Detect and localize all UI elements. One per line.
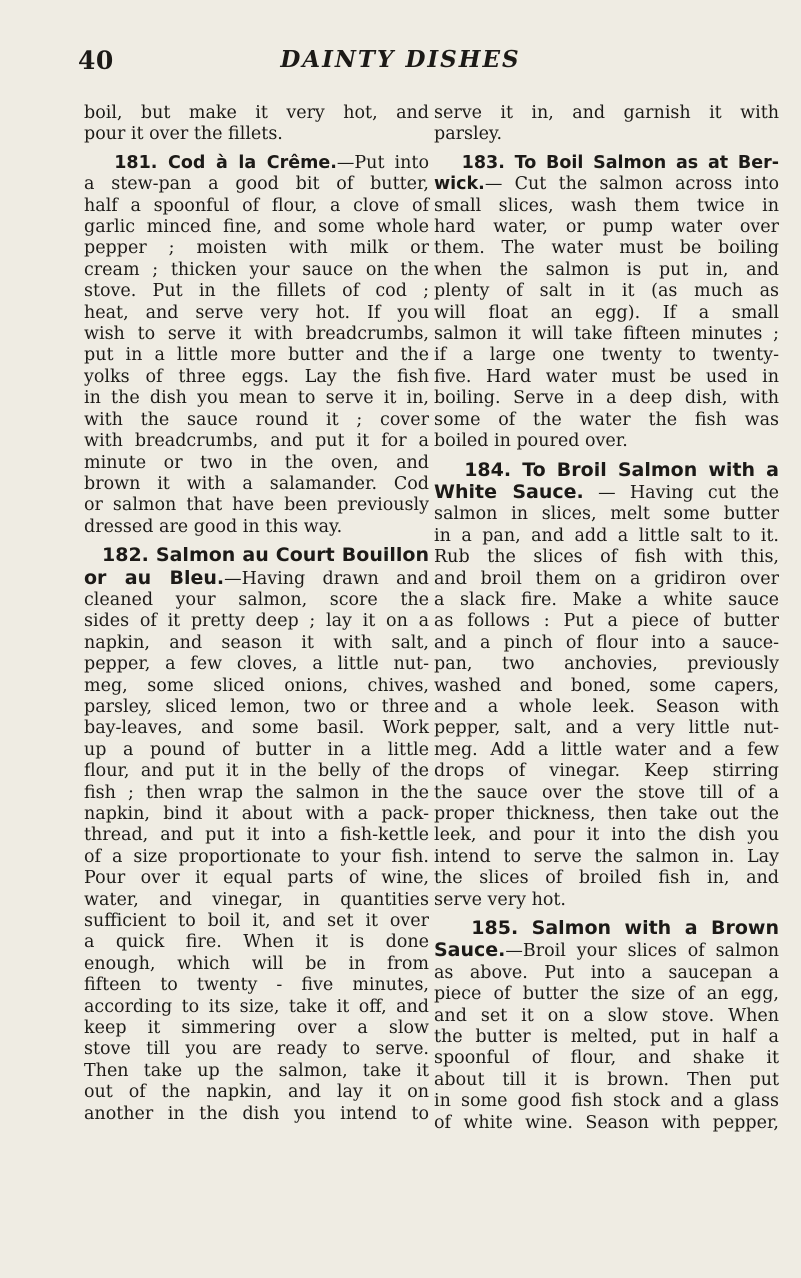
text-line: flour, and put it in the belly of the — [84, 761, 429, 782]
page-header — [0, 46, 801, 86]
text-line: boiling. Serve in a deep dish, with — [434, 388, 779, 409]
text-line: salmon in slices, melt some butter — [434, 504, 779, 525]
recipe-181-heading: 181. Cod à la Crême. — [114, 152, 337, 173]
text-line: sufficient to boil it, and set it over — [84, 911, 429, 932]
text-line: pepper, salt, and a very little nut- — [434, 718, 779, 739]
text-line: Then take up the salmon, take it — [84, 1060, 429, 1081]
recipe-185-heading-line — [434, 918, 779, 940]
text-line: them. The water must be boiling — [434, 238, 779, 259]
text-line: sides of it pretty deep ; lay it on a — [84, 611, 429, 632]
running-head: DAINTY DISHES — [280, 46, 521, 73]
text-line: napkin, bind it about with a pack- — [84, 804, 429, 824]
recipe-182-heading: 182. Salmon au Court Bouillon — [102, 544, 429, 567]
text-line: fifteen to twenty - five minutes, — [84, 975, 429, 996]
text-line: the sauce over the stove till of a — [434, 782, 779, 803]
recipe-182-body — [84, 590, 429, 1125]
text-line: parsley. — [434, 124, 503, 145]
text-line: another in the dish you intend to — [84, 1103, 429, 1124]
text-line: five. Hard water must be used in — [434, 366, 779, 387]
text-line: proper thickness, then take out the — [434, 804, 779, 824]
text-line: garlic minced fine, and some whole — [84, 217, 429, 238]
text-line: up a pound of butter in a little — [84, 739, 429, 760]
text-line: or salmon that have been previously — [84, 495, 429, 516]
text-line: of white wine. Season with pepper, — [434, 1112, 779, 1133]
text-line: when the salmon is put in, and — [434, 259, 779, 280]
recipe-183-heading-line — [434, 153, 779, 174]
text-line: stove. Put in the fillets of cod ; — [84, 281, 429, 302]
text-line: serve very hot. — [434, 889, 566, 910]
text-line: as follows : Put a piece of butter — [434, 611, 779, 632]
text-line: cream ; thicken your sauce on the — [84, 259, 429, 280]
text-line: and broil them on a gridiron over — [434, 568, 779, 589]
text-line: minute or two in the oven, and — [84, 452, 429, 473]
text-line: in a pan, and add a little salt to it. — [434, 525, 779, 546]
text-line: napkin, and season it with salt, — [84, 632, 429, 653]
right-column — [434, 103, 779, 1134]
text-line: parsley, sliced lemon, two or three — [84, 696, 429, 717]
page-number: 40 — [78, 46, 114, 75]
text-line: and set it on a slow stove. When — [434, 1005, 779, 1026]
recipe-185-body — [434, 963, 779, 1134]
recipe-184-heading-line — [434, 460, 779, 482]
text-line: dressed are good in this way. — [84, 516, 343, 537]
text-line: yolks of three eggs. Lay the fish — [84, 366, 429, 387]
text-line: some of the water the fish was — [434, 409, 779, 430]
text-line: meg, some sliced onions, chives, — [84, 675, 429, 696]
text-line: thread, and put it into a fish-kettle — [84, 825, 429, 846]
text-line: spoonful of flour, and shake it — [434, 1048, 779, 1069]
recipe-184-heading-line-2: White Sauce. — Having cut the — [434, 480, 779, 503]
text-line: will float an egg). If a small — [434, 302, 779, 323]
text-line: according to its size, take it off, and — [84, 996, 429, 1017]
text-line: if a large one twenty to twenty- — [434, 345, 779, 366]
recipe-183-heading-line-2: wick.— Cut the salmon across into — [434, 174, 779, 195]
recipe-183-heading: 183. To Boil Salmon as at Ber- — [461, 152, 779, 173]
text-line: enough, which will be in from — [84, 953, 429, 974]
recipe-181-body — [84, 174, 429, 538]
text-line: Pour over it equal parts of wine, — [84, 868, 429, 889]
text-line: meg. Add a little water and a few — [434, 739, 779, 760]
text-line: water, and vinegar, in quantities — [84, 889, 429, 910]
text-line: intend to serve the salmon in. Lay — [434, 846, 779, 867]
text-line: half a spoonful of flour, a clove of — [84, 195, 429, 216]
text-line: a quick fire. When it is done — [84, 932, 429, 953]
text-line: drops of vinegar. Keep stirring — [434, 761, 779, 782]
text-line: fish ; then wrap the salmon in the — [84, 782, 429, 803]
text-line: and a pinch of flour into a sauce- — [434, 632, 779, 653]
recipe-182-heading-line-2: or au Bleu.—Having drawn and — [84, 566, 429, 589]
recipe-181-heading-line: 181. Cod à la Crême.—Put into — [114, 152, 429, 173]
recipe-184-heading: 184. To Broil Salmon with a — [464, 458, 779, 481]
text-line: keep it simmering over a slow — [84, 1018, 429, 1039]
text-line: pepper, a few cloves, a little nut- — [84, 654, 429, 675]
text-line: with breadcrumbs, and put it for a — [84, 431, 429, 452]
text-line: put in a little more butter and the — [84, 345, 429, 366]
text-line: heat, and serve very hot. If you — [84, 302, 429, 323]
text-line: boiled in poured over. — [434, 431, 628, 452]
text-line: in the dish you mean to serve it in, — [84, 388, 429, 409]
left-column — [84, 103, 429, 1125]
text-line: pour it over the fillets. — [84, 124, 283, 145]
text-line: leek, and pour it into the dish you — [434, 825, 779, 846]
text-line: pepper ; moisten with milk or — [84, 238, 429, 259]
text-line: serve it in, and garnish it with — [434, 103, 779, 123]
text-line: wish to serve it with breadcrumbs, — [84, 324, 429, 345]
recipe-182-heading-line — [84, 545, 429, 567]
text-line: in some good fish stock and a glass — [434, 1091, 779, 1112]
text-line: stove till you are ready to serve. — [84, 1039, 429, 1060]
text-line: the butter is melted, put in half a — [434, 1027, 779, 1048]
text-line: cleaned your salmon, score the — [84, 589, 429, 610]
text-line: small slices, wash them twice in — [434, 195, 779, 216]
recipe-184-body — [434, 504, 779, 911]
text-line: pan, two anchovies, previously — [434, 654, 779, 675]
text-line: boil, but make it very hot, and — [84, 103, 429, 123]
text-line: a slack fire. Make a white sauce — [434, 589, 779, 610]
text-line: hard water, or pump water over — [434, 217, 779, 238]
text-line: with the sauce round it ; cover — [84, 409, 429, 430]
text-line: the slices of broiled fish in, and — [434, 868, 779, 889]
text-line: a stew-pan a good bit of butter, — [84, 174, 429, 195]
text-line: Rub the slices of fish with this, — [434, 547, 779, 568]
text-line: of a size proportionate to your fish. — [84, 846, 429, 867]
text-line: salmon it will take fifteen minutes ; — [434, 324, 779, 345]
recipe-183-body — [434, 196, 779, 453]
text-line: brown it with a salamander. Cod — [84, 473, 429, 494]
recipe-185-heading: 185. Salmon with a Brown — [471, 917, 779, 940]
recipe-185-heading-line-2: Sauce.—Broil your slices of salmon — [434, 939, 779, 962]
text-line: as above. Put into a saucepan a — [434, 962, 779, 983]
text-line: washed and boned, some capers, — [434, 675, 779, 696]
text-line: piece of butter the size of an egg, — [434, 984, 779, 1005]
text-line: out of the napkin, and lay it on — [84, 1082, 429, 1103]
text-line: and a whole leek. Season with — [434, 696, 779, 717]
text-line: bay-leaves, and some basil. Work — [84, 718, 429, 739]
text-line: about till it is brown. Then put — [434, 1069, 779, 1090]
text-line: plenty of salt in it (as much as — [434, 281, 779, 302]
